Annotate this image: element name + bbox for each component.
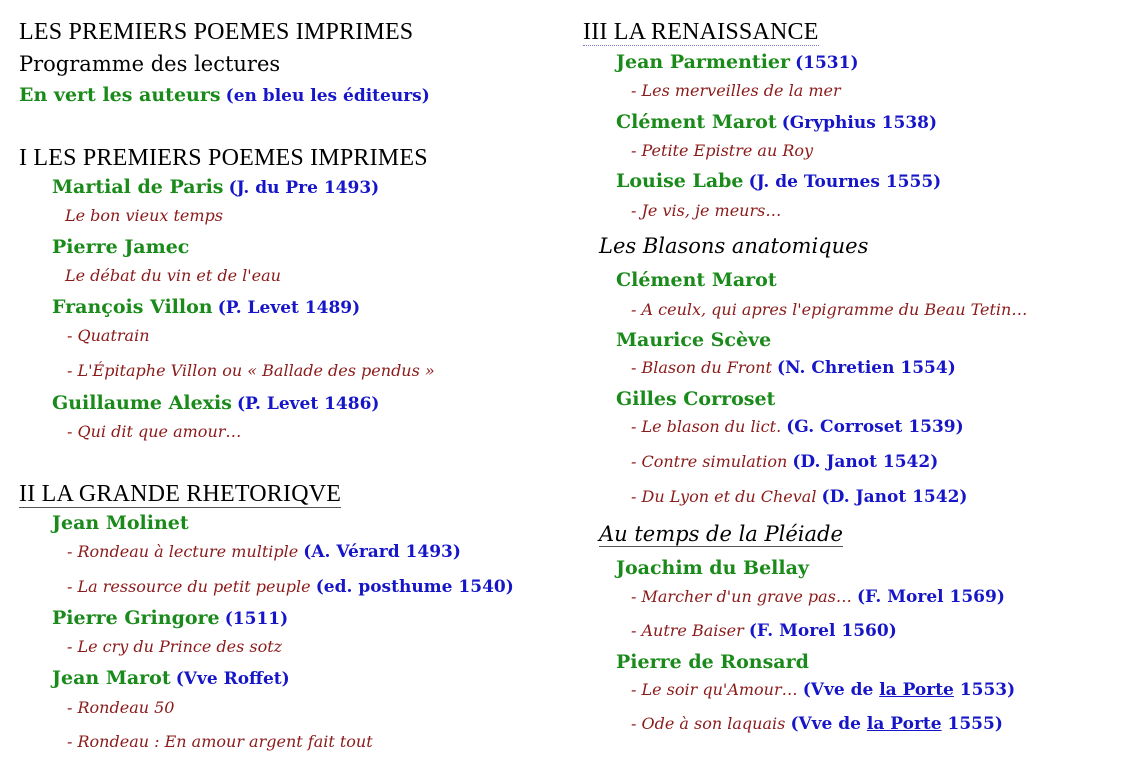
poem-line — [631, 360, 956, 377]
author-line — [52, 298, 360, 317]
author-name: Jean Parmentier — [616, 51, 791, 73]
poem-line — [631, 682, 1015, 699]
poem-title: - Du Lyon et du Cheval — [631, 487, 817, 506]
author-line — [52, 609, 288, 628]
page-subtitle: Programme des lectures — [19, 52, 281, 76]
poem-title: - Quatrain — [67, 326, 150, 345]
poem-line — [631, 716, 1003, 733]
author-line — [52, 669, 290, 688]
poem-title: - Rondeau : En amour argent fait tout — [67, 732, 373, 751]
poem-line — [631, 454, 938, 471]
poem-line — [67, 544, 461, 561]
author-line — [616, 53, 859, 72]
editor-name: (F. Morel 1560) — [748, 621, 897, 641]
editor-name: (ed. posthume 1540) — [315, 577, 514, 597]
editor-name: (J. de Tournes 1555) — [748, 172, 942, 192]
section-2-title-text: II LA GRANDE RHETORIQVE — [19, 481, 342, 507]
editor-name: (D. Janot 1542) — [821, 487, 968, 507]
editor-name: (N. Chretien 1554) — [776, 358, 956, 378]
poem-title: - Autre Baiser — [631, 621, 744, 640]
poem-title: - Les merveilles de la mer — [631, 81, 841, 100]
poem-title: - Petite Epistre au Roy — [631, 141, 814, 160]
pleiade-title-text: Au temps de la Pléiade — [599, 522, 843, 546]
editor-prefix: (Vve de — [802, 680, 880, 700]
poem-title: - L'Épitaphe Villon ou « Ballade des pendus » — [67, 361, 435, 380]
legend — [19, 86, 430, 105]
poem-title: - Le cry du Prince des sotz — [67, 637, 283, 656]
editor-link[interactable]: la Porte — [879, 680, 954, 700]
poem-line — [631, 489, 967, 506]
author-name: Jean Marot — [52, 667, 171, 689]
editor-name: (D. Janot 1542) — [792, 452, 939, 472]
author-name: Clément Marot — [616, 269, 777, 291]
poem-line — [631, 419, 964, 436]
editor-name: (Vve Roffet) — [175, 669, 290, 689]
author-name: Pierre de Ronsard — [616, 651, 809, 673]
editor-prefix: (Vve de — [790, 714, 867, 734]
poem-line — [67, 579, 514, 596]
poem-line — [631, 623, 897, 640]
author-name: Martial de Paris — [52, 176, 224, 198]
author-name: Guillaume Alexis — [52, 392, 232, 414]
author-line — [616, 113, 937, 132]
section-2-title — [19, 482, 341, 506]
editor-name: (1531) — [795, 53, 859, 73]
poem-title: - Rondeau à lecture multiple — [67, 542, 299, 561]
author-name: Pierre Jamec — [52, 236, 190, 258]
editor-suffix: 1553) — [953, 680, 1016, 700]
poem-title: - Blason du Front — [631, 358, 772, 377]
author-name: Maurice Scève — [616, 329, 772, 351]
editor-name: (G. Corroset 1539) — [786, 417, 964, 437]
author-name: Jean Molinet — [52, 512, 189, 534]
editor-name — [790, 714, 1002, 734]
poem-title: - Je vis, je meurs… — [631, 201, 782, 220]
page-title: LES PREMIERS POEMES IMPRIMES — [19, 19, 414, 45]
editor-name: (1511) — [224, 609, 289, 629]
poem-title: - La ressource du petit peuple — [67, 577, 311, 596]
section-3-title — [583, 20, 819, 44]
author-name: Pierre Gringore — [52, 607, 220, 629]
blasons-title: Les Blasons anatomiques — [599, 234, 869, 258]
poem-title: - Le soir qu'Amour… — [631, 680, 798, 699]
author-name: Gilles Corroset — [616, 388, 776, 410]
author-line — [52, 394, 379, 413]
poem-title: - Contre simulation — [631, 452, 788, 471]
author-line — [616, 172, 941, 191]
author-name: Joachim du Bellay — [616, 557, 809, 579]
editor-name — [803, 680, 1015, 700]
editor-name: (A. Vérard 1493) — [303, 542, 461, 562]
section-3-title-text: III LA RENAISSANCE — [583, 19, 819, 45]
poem-title: - Qui dit que amour… — [67, 422, 242, 441]
author-name: François Villon — [52, 296, 213, 318]
section-1-title: I LES PREMIERS POEMES IMPRIMES — [19, 145, 428, 171]
poem-title: - A ceulx, qui apres l'epigramme du Beau Tetin… — [631, 300, 1028, 319]
author-name: Louise Labe — [616, 170, 744, 192]
editor-suffix: 1555) — [941, 714, 1003, 734]
editor-name: (P. Levet 1486) — [237, 394, 380, 414]
author-name: Clément Marot — [616, 111, 777, 133]
author-line — [52, 178, 379, 197]
legend-blue: (en bleu les éditeurs) — [225, 86, 430, 106]
editor-name: (Gryphius 1538) — [781, 113, 938, 133]
pleiade-title — [599, 524, 843, 545]
legend-green: En vert les auteurs — [19, 84, 221, 106]
poem-title: Le bon vieux temps — [65, 206, 224, 225]
editor-name: (P. Levet 1489) — [217, 298, 361, 318]
poem-title: - Ode à son laquais — [631, 714, 786, 733]
editor-link[interactable]: la Porte — [866, 714, 942, 734]
poem-title: - Le blason du lict. — [631, 417, 782, 436]
poem-title: - Marcher d'un grave pas… — [631, 587, 852, 606]
poem-line — [631, 589, 1005, 606]
poem-title: - Rondeau 50 — [67, 698, 175, 717]
poem-title: Le débat du vin et de l'eau — [65, 266, 281, 285]
editor-name: (F. Morel 1569) — [856, 587, 1005, 607]
editor-name: (J. du Pre 1493) — [228, 178, 380, 198]
